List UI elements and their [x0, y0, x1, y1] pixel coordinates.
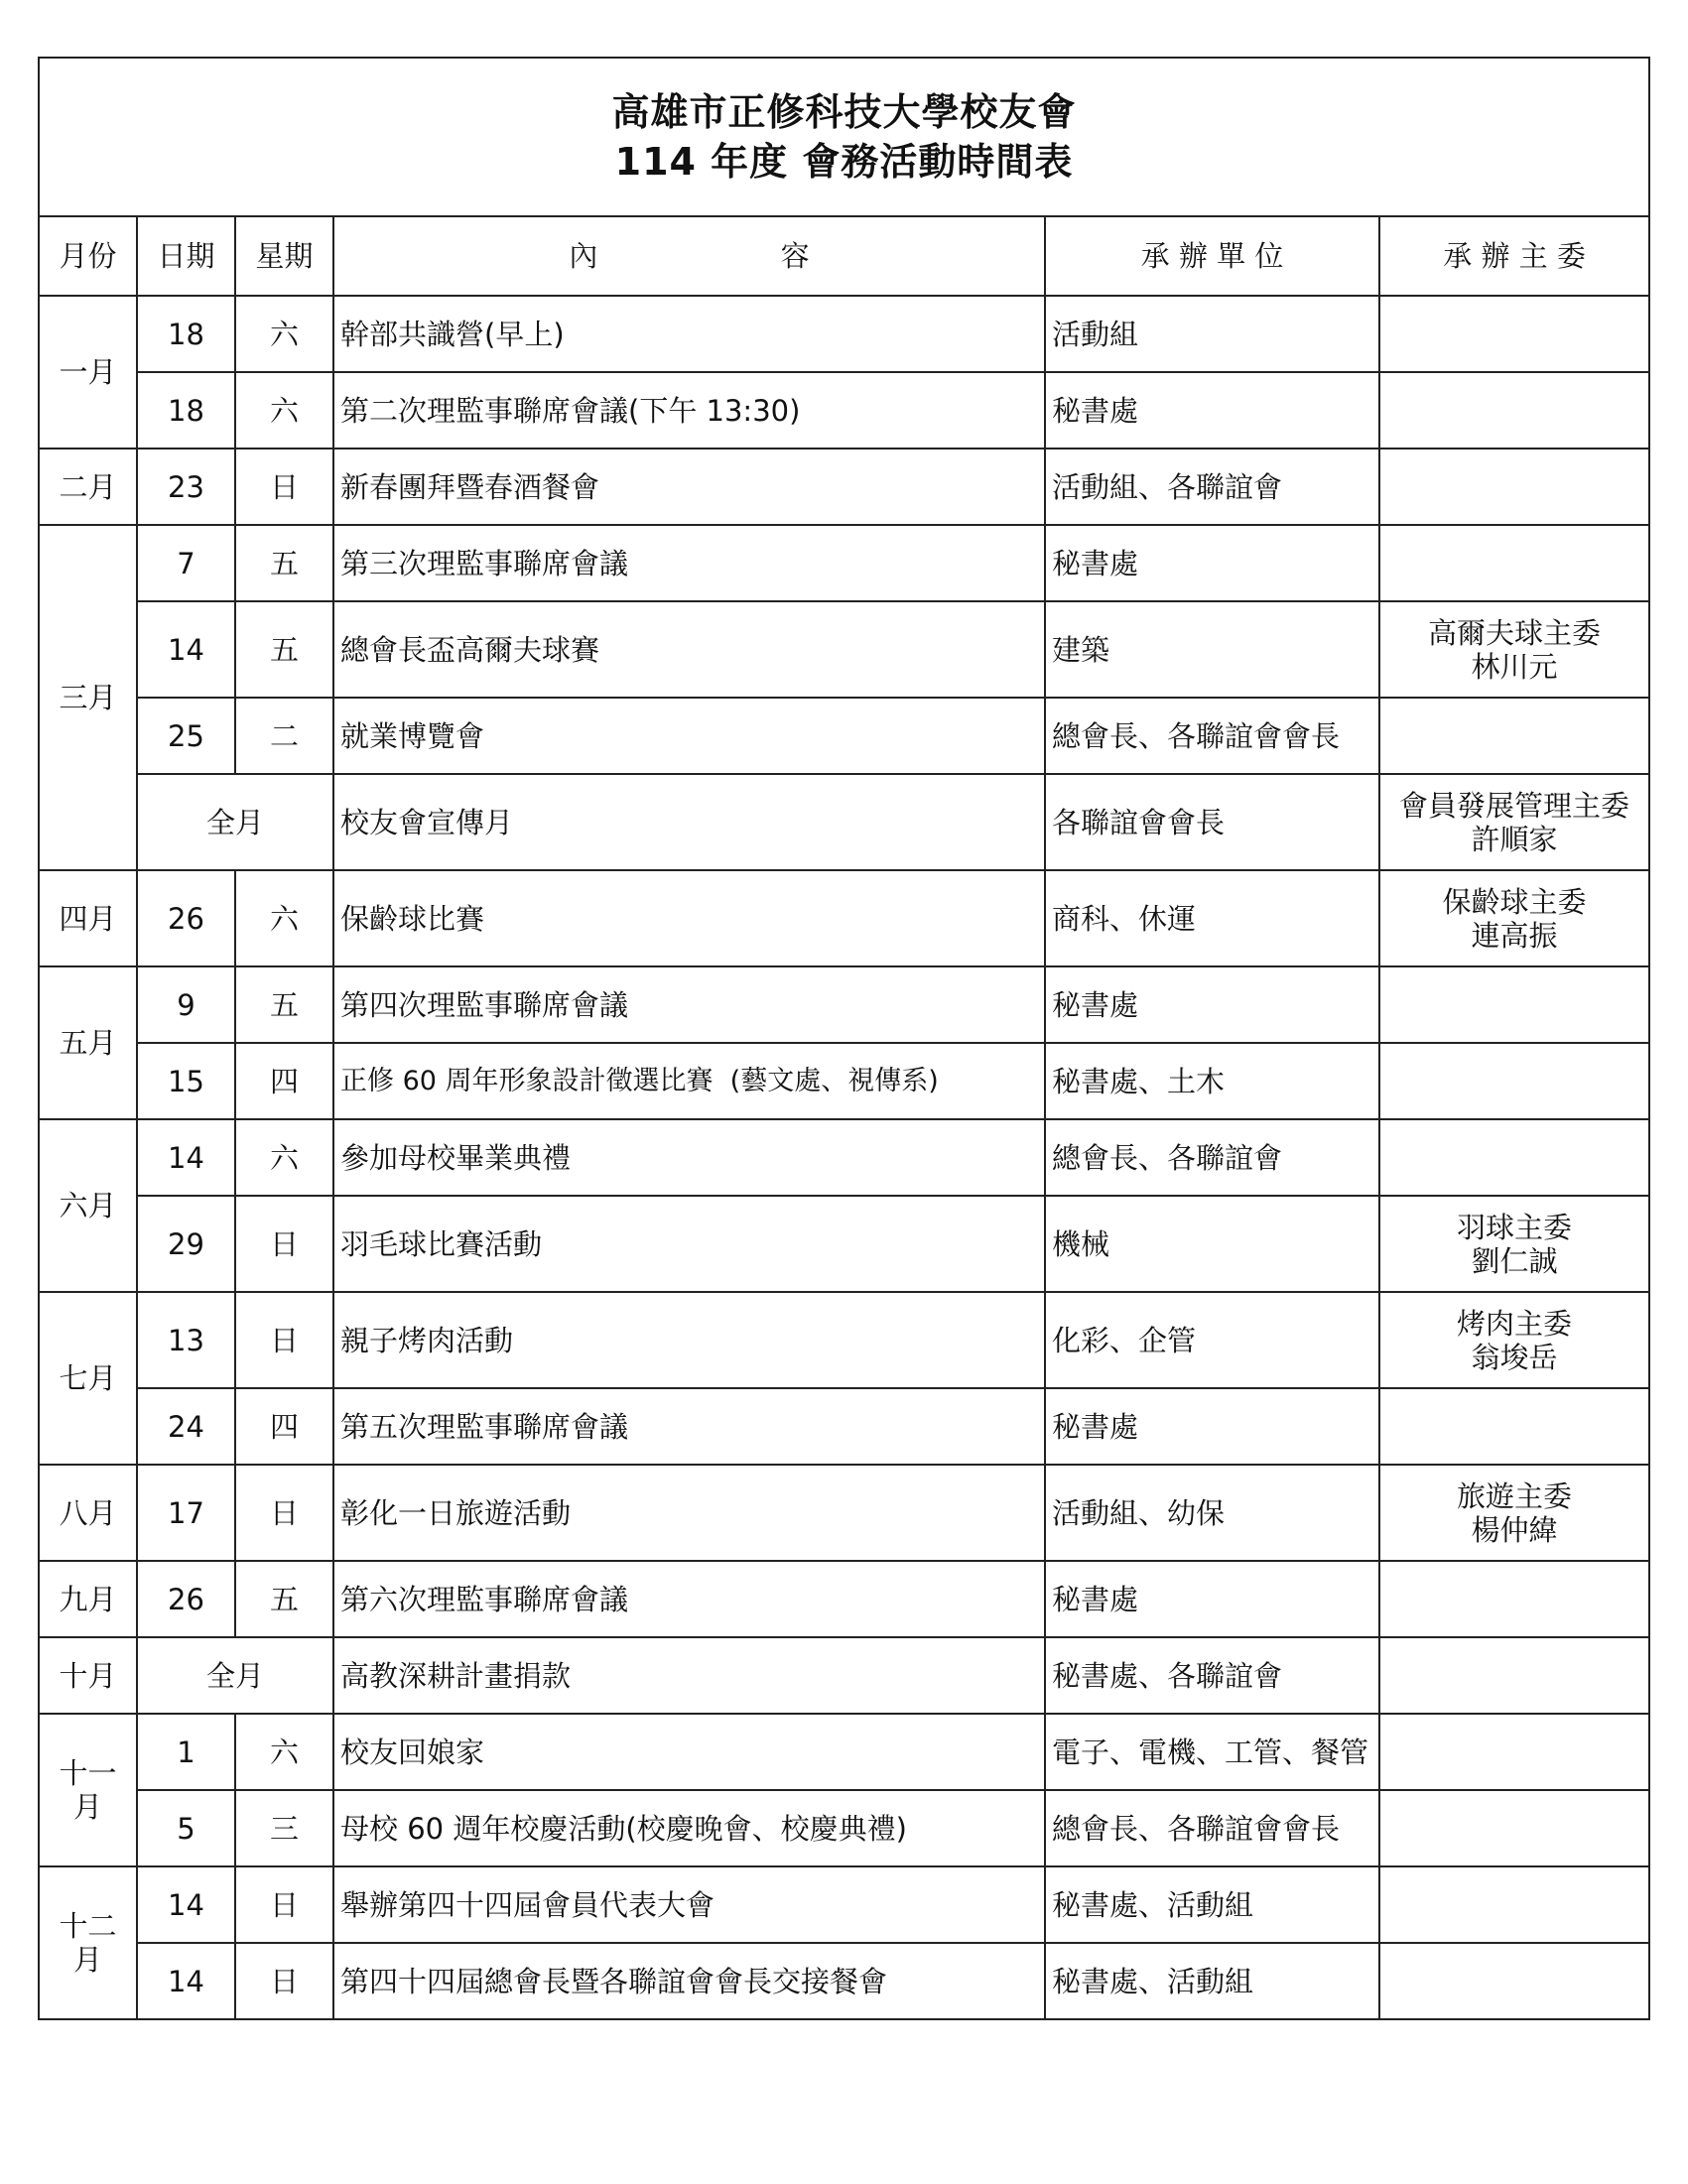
date-cell: 23	[137, 449, 235, 525]
chair-cell	[1379, 1561, 1649, 1637]
content-cell: 第六次理監事聯席會議	[333, 1561, 1045, 1637]
month-label: 十二	[59, 1909, 117, 1943]
table-row	[39, 1119, 1649, 1196]
unit-cell: 商科、休運	[1045, 870, 1379, 966]
chair-cell	[1379, 966, 1649, 1043]
date-cell: 18	[137, 296, 235, 372]
content-cell: 參加母校畢業典禮	[333, 1119, 1045, 1196]
table-row	[39, 1043, 1649, 1119]
chair-cell	[1379, 1119, 1649, 1196]
date-cell: 15	[137, 1043, 235, 1119]
weekday-cell: 日	[235, 1292, 333, 1388]
month-cell: 一月	[39, 296, 137, 449]
unit-cell: 秘書處、活動組	[1045, 1866, 1379, 1943]
chair-title: 羽球主委	[1457, 1210, 1573, 1244]
date-cell: 18	[137, 372, 235, 449]
table-row	[39, 1637, 1649, 1714]
date-cell: 全月	[137, 774, 333, 870]
unit-cell: 電子、電機、工管、餐管	[1045, 1714, 1379, 1790]
table-row	[39, 1790, 1649, 1866]
chair-title: 會員發展管理主委	[1399, 788, 1630, 823]
chair-cell	[1379, 449, 1649, 525]
chair-cell	[1379, 372, 1649, 449]
content-cell: 親子烤肉活動	[333, 1292, 1045, 1388]
weekday-cell: 五	[235, 966, 333, 1043]
date-cell: 17	[137, 1465, 235, 1561]
unit-cell: 各聯誼會會長	[1045, 774, 1379, 870]
chair-person: 翁埈岳	[1471, 1340, 1558, 1374]
table-row	[39, 870, 1649, 966]
page-subtitle: 114 年度 會務活動時間表	[614, 140, 1074, 184]
header-unit: 承 辦 單 位	[1045, 216, 1379, 296]
chair-cell	[1379, 1196, 1649, 1292]
chair-cell	[1379, 698, 1649, 774]
month-cell: 七月	[39, 1292, 137, 1465]
date-cell: 14	[137, 601, 235, 698]
chair-cell	[1379, 1292, 1649, 1388]
chair-person: 劉仁誠	[1471, 1243, 1558, 1278]
table-row	[39, 774, 1649, 870]
chair-title: 烤肉主委	[1457, 1306, 1573, 1341]
chair-cell	[1379, 601, 1649, 698]
unit-cell: 秘書處	[1045, 966, 1379, 1043]
chair-cell	[1379, 774, 1649, 870]
chair-cell	[1379, 1866, 1649, 1943]
weekday-cell: 日	[235, 1866, 333, 1943]
weekday-cell: 日	[235, 449, 333, 525]
content-cell: 就業博覽會	[333, 698, 1045, 774]
content-cell: 校友回娘家	[333, 1714, 1045, 1790]
unit-cell: 建築	[1045, 601, 1379, 698]
content-cell: 母校 60 週年校慶活動(校慶晚會、校慶典禮)	[333, 1790, 1045, 1866]
table-row	[39, 1388, 1649, 1465]
content-cell: 羽毛球比賽活動	[333, 1196, 1045, 1292]
date-cell: 13	[137, 1292, 235, 1388]
unit-cell: 總會長、各聯誼會會長	[1045, 1790, 1379, 1866]
unit-cell: 秘書處	[1045, 525, 1379, 601]
unit-cell: 秘書處、各聯誼會	[1045, 1637, 1379, 1714]
unit-cell: 秘書處、活動組	[1045, 1943, 1379, 2019]
weekday-cell: 日	[235, 1943, 333, 2019]
month-cell: 十月	[39, 1637, 137, 1714]
chair-cell	[1379, 870, 1649, 966]
header-row	[39, 216, 1649, 296]
month-cell	[39, 1714, 137, 1866]
header-weekday: 星期	[235, 216, 333, 296]
chair-cell	[1379, 296, 1649, 372]
chair-cell	[1379, 1637, 1649, 1714]
weekday-cell: 四	[235, 1043, 333, 1119]
month-cell: 五月	[39, 966, 137, 1119]
weekday-cell: 二	[235, 698, 333, 774]
unit-cell: 秘書處、土木	[1045, 1043, 1379, 1119]
month-cell	[39, 1866, 137, 2019]
table-row	[39, 372, 1649, 449]
chair-cell	[1379, 1943, 1649, 2019]
content-cell: 總會長盃高爾夫球賽	[333, 601, 1045, 698]
content-cell: 幹部共識營(早上)	[333, 296, 1045, 372]
table-row	[39, 698, 1649, 774]
weekday-cell: 日	[235, 1465, 333, 1561]
unit-cell: 總會長、各聯誼會	[1045, 1119, 1379, 1196]
chair-cell	[1379, 525, 1649, 601]
content-cell: 保齡球比賽	[333, 870, 1045, 966]
table-row	[39, 966, 1649, 1043]
date-cell: 14	[137, 1943, 235, 2019]
content-cell: 新春團拜暨春酒餐會	[333, 449, 1045, 525]
chair-person: 楊仲緯	[1471, 1512, 1558, 1547]
table-row	[39, 1714, 1649, 1790]
header-month: 月份	[39, 216, 137, 296]
weekday-cell: 四	[235, 1388, 333, 1465]
month-cell: 六月	[39, 1119, 137, 1292]
date-cell: 26	[137, 1561, 235, 1637]
weekday-cell: 六	[235, 1119, 333, 1196]
header-chair: 承 辦 主 委	[1379, 216, 1649, 296]
month-cell: 二月	[39, 449, 137, 525]
chair-cell	[1379, 1043, 1649, 1119]
weekday-cell: 五	[235, 601, 333, 698]
table-row	[39, 1561, 1649, 1637]
weekday-cell: 六	[235, 870, 333, 966]
date-cell: 29	[137, 1196, 235, 1292]
weekday-cell: 五	[235, 525, 333, 601]
content-cell: 第五次理監事聯席會議	[333, 1388, 1045, 1465]
header-content: 內 容	[333, 216, 1045, 296]
title-cell	[39, 58, 1649, 216]
month-label: 月	[72, 1943, 102, 1977]
chair-person: 連高振	[1471, 918, 1558, 953]
schedule-table	[38, 57, 1650, 2020]
content-cell: 校友會宣傳月	[333, 774, 1045, 870]
weekday-cell: 六	[235, 1714, 333, 1790]
chair-title: 高爾夫球主委	[1428, 615, 1602, 650]
unit-cell: 機械	[1045, 1196, 1379, 1292]
content-cell: 舉辦第四十四屆會員代表大會	[333, 1866, 1045, 1943]
content-cell: 第四次理監事聯席會議	[333, 966, 1045, 1043]
table-row	[39, 601, 1649, 698]
chair-title: 旅遊主委	[1457, 1478, 1573, 1513]
weekday-cell: 三	[235, 1790, 333, 1866]
content-cell: 第二次理監事聯席會議(下午 13:30)	[333, 372, 1045, 449]
chair-cell	[1379, 1388, 1649, 1465]
chair-title: 保齡球主委	[1442, 884, 1587, 919]
chair-cell	[1379, 1465, 1649, 1561]
date-cell: 14	[137, 1866, 235, 1943]
weekday-cell: 六	[235, 372, 333, 449]
chair-person: 許順家	[1471, 822, 1558, 856]
table-row	[39, 525, 1649, 601]
unit-cell: 活動組	[1045, 296, 1379, 372]
table-row	[39, 1292, 1649, 1388]
page-title: 高雄市正修科技大學校友會	[611, 90, 1077, 134]
content-cell: 高教深耕計畫捐款	[333, 1637, 1045, 1714]
month-cell: 八月	[39, 1465, 137, 1561]
table-row	[39, 1196, 1649, 1292]
month-cell: 三月	[39, 525, 137, 870]
unit-cell: 秘書處	[1045, 372, 1379, 449]
unit-cell: 總會長、各聯誼會會長	[1045, 698, 1379, 774]
month-label: 十一	[59, 1756, 117, 1790]
content-cell: 第四十四屆總會長暨各聯誼會會長交接餐會	[333, 1943, 1045, 2019]
date-cell: 24	[137, 1388, 235, 1465]
chair-cell	[1379, 1790, 1649, 1866]
date-cell: 25	[137, 698, 235, 774]
content-cell: 正修 60 周年形象設計徵選比賽 (藝文處、視傳系)	[333, 1043, 1045, 1119]
header-date: 日期	[137, 216, 235, 296]
unit-cell: 秘書處	[1045, 1388, 1379, 1465]
month-cell: 四月	[39, 870, 137, 966]
table-row	[39, 296, 1649, 372]
chair-cell	[1379, 1714, 1649, 1790]
date-cell: 5	[137, 1790, 235, 1866]
table-row	[39, 1943, 1649, 2019]
weekday-cell: 日	[235, 1196, 333, 1292]
chair-person: 林川元	[1471, 649, 1558, 684]
month-label: 月	[72, 1790, 102, 1824]
weekday-cell: 五	[235, 1561, 333, 1637]
date-cell: 26	[137, 870, 235, 966]
table-row	[39, 449, 1649, 525]
month-cell: 九月	[39, 1561, 137, 1637]
content-cell: 第三次理監事聯席會議	[333, 525, 1045, 601]
date-cell: 1	[137, 1714, 235, 1790]
table-row	[39, 1866, 1649, 1943]
weekday-cell: 六	[235, 296, 333, 372]
unit-cell: 活動組、幼保	[1045, 1465, 1379, 1561]
content-cell: 彰化一日旅遊活動	[333, 1465, 1045, 1561]
date-cell: 全月	[137, 1637, 333, 1714]
date-cell: 14	[137, 1119, 235, 1196]
unit-cell: 化彩、企管	[1045, 1292, 1379, 1388]
date-cell: 7	[137, 525, 235, 601]
unit-cell: 活動組、各聯誼會	[1045, 449, 1379, 525]
table-row	[39, 1465, 1649, 1561]
unit-cell: 秘書處	[1045, 1561, 1379, 1637]
date-cell: 9	[137, 966, 235, 1043]
